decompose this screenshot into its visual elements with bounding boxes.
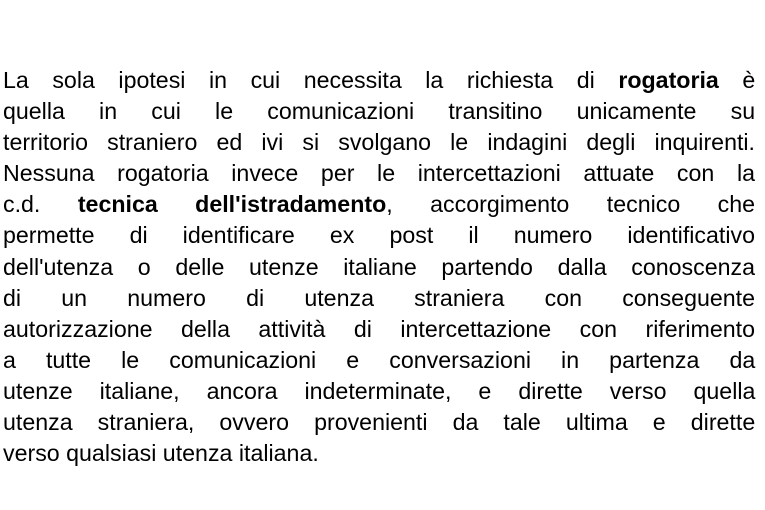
text-segment: La sola ipotesi in cui necessita la richiesta di [3, 67, 619, 93]
text-line [3, 438, 755, 469]
text-segment: di un numero di utenza straniera con conseguente [3, 284, 755, 311]
paragraph [3, 65, 755, 469]
text-segment: permette di identificare ex post il numero identificativo [3, 222, 755, 249]
text-segment: c.d. [3, 191, 78, 218]
text-segment: è [718, 67, 756, 93]
text-line [3, 96, 755, 127]
text-line [3, 376, 755, 407]
text-segment: , accorgimento tecnico che [386, 191, 756, 218]
text-line [3, 407, 755, 438]
text-segment: utenza straniera, ovvero provenienti da tale ultima e dirette [3, 409, 756, 436]
bold-term-istradamento: tecnica dell'istradamento [77, 191, 387, 218]
text-line [3, 220, 755, 251]
text-segment: autorizzazione della attività di intercettazione con riferimento [3, 315, 755, 342]
text-segment: quella in cui le comunicazioni transitino unicamente su [3, 98, 756, 125]
text-line [3, 127, 755, 158]
text-line [3, 314, 755, 345]
text-line [3, 345, 755, 376]
text-line [3, 189, 755, 220]
text-segment: utenze italiane, ancora indeterminate, e dirette verso quella [3, 377, 756, 404]
text-line [3, 65, 755, 96]
text-segment: territorio straniero ed ivi si svolgano le indagini degli inquirenti. [3, 129, 755, 156]
text-line [3, 252, 755, 283]
text-segment: verso qualsiasi utenza italiana. [3, 440, 319, 467]
bold-term-rogatoria: rogatoria [618, 67, 719, 93]
text-line [3, 283, 755, 314]
text-segment: Nessuna rogatoria invece per le intercettazioni attuate con la [3, 160, 755, 187]
text-segment: a tutte le comunicazioni e conversazioni in partenza da [3, 346, 756, 373]
text-segment: dell'utenza o delle utenze italiane partendo dalla conoscenza [3, 253, 755, 280]
text-line [3, 158, 755, 189]
